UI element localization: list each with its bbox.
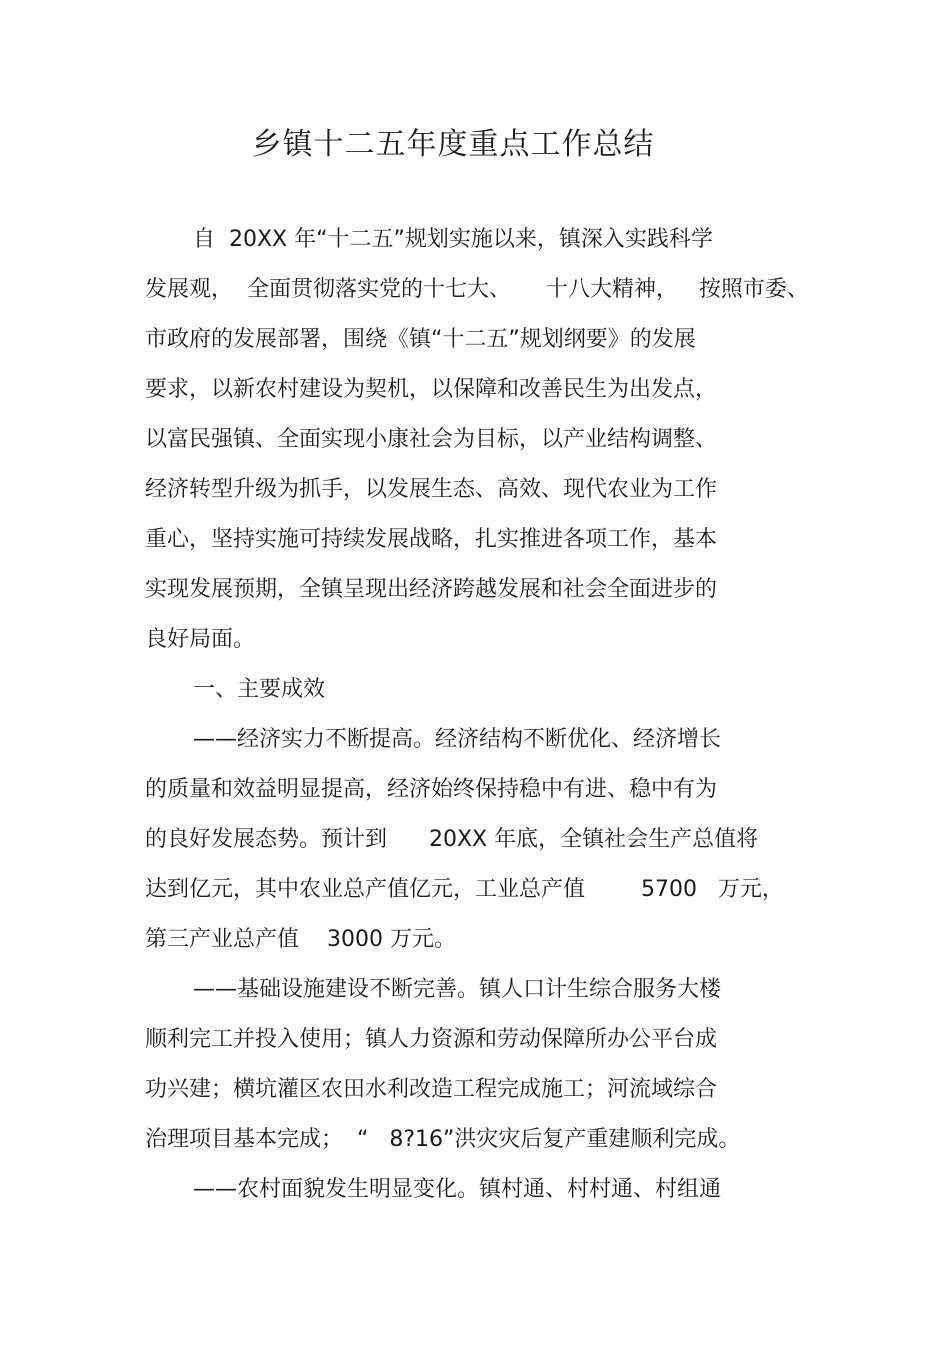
paragraph-line: 良好局面。: [145, 627, 256, 652]
paragraph-line: 的良好发展态势。预计到 20XX 年底，全镇社会生产总值将: [145, 827, 759, 852]
document-title: 乡镇十二五年度重点工作总结: [251, 127, 655, 162]
paragraph-line: 实现发展预期，全镇呈现出经济跨越发展和社会全面进步的: [145, 577, 718, 602]
paragraph-line: 要求，以新农村建设为契机，以保障和改善民生为出发点，: [145, 377, 718, 402]
section-heading: 一、主要成效: [193, 677, 326, 702]
paragraph-line: 第三产业总产值 3000 万元。: [145, 927, 456, 952]
paragraph-line: 经济转型升级为抓手，以发展生态、高效、现代农业为工作: [145, 477, 718, 502]
paragraph-line: 治理项目基本完成； “ 8?16”洪灾灾后复产重建顺利完成。: [145, 1127, 741, 1152]
paragraph-line: 市政府的发展部署，围绕《镇“十二五”规划纲要》的发展: [145, 327, 696, 352]
paragraph-line: 顺利完工并投入使用；镇人力资源和劳动保障所办公平台成: [145, 1027, 718, 1052]
paragraph-line: 的质量和效益明显提高，经济始终保持稳中有进、稳中有为: [145, 777, 718, 802]
paragraph-line: 自 20XX 年“十二五”规划实施以来，镇深入实践科学: [193, 227, 713, 252]
paragraph-line: 以富民强镇、全面实现小康社会为目标，以产业结构调整、: [145, 427, 718, 452]
paragraph-line: 功兴建；横坑灌区农田水利改造工程完成施工；河流域综合: [145, 1077, 718, 1102]
paragraph-line: 达到亿元，其中农业总产值亿元，工业总产值 5700 万元，: [145, 877, 784, 902]
paragraph-line: ——农村面貌发生明显变化。镇村通、村村通、村组通: [193, 1177, 722, 1202]
paragraph-line: ——基础设施建设不断完善。镇人口计生综合服务大楼: [193, 977, 722, 1002]
paragraph-line: ——经济实力不断提高。经济结构不断优化、经济增长: [193, 727, 722, 752]
paragraph-line: 发展观， 全面贯彻落实党的十七大、 十八大精神， 按照市委、: [145, 277, 809, 302]
paragraph-line: 重心，坚持实施可持续发展战略，扎实推进各项工作，基本: [145, 527, 718, 552]
